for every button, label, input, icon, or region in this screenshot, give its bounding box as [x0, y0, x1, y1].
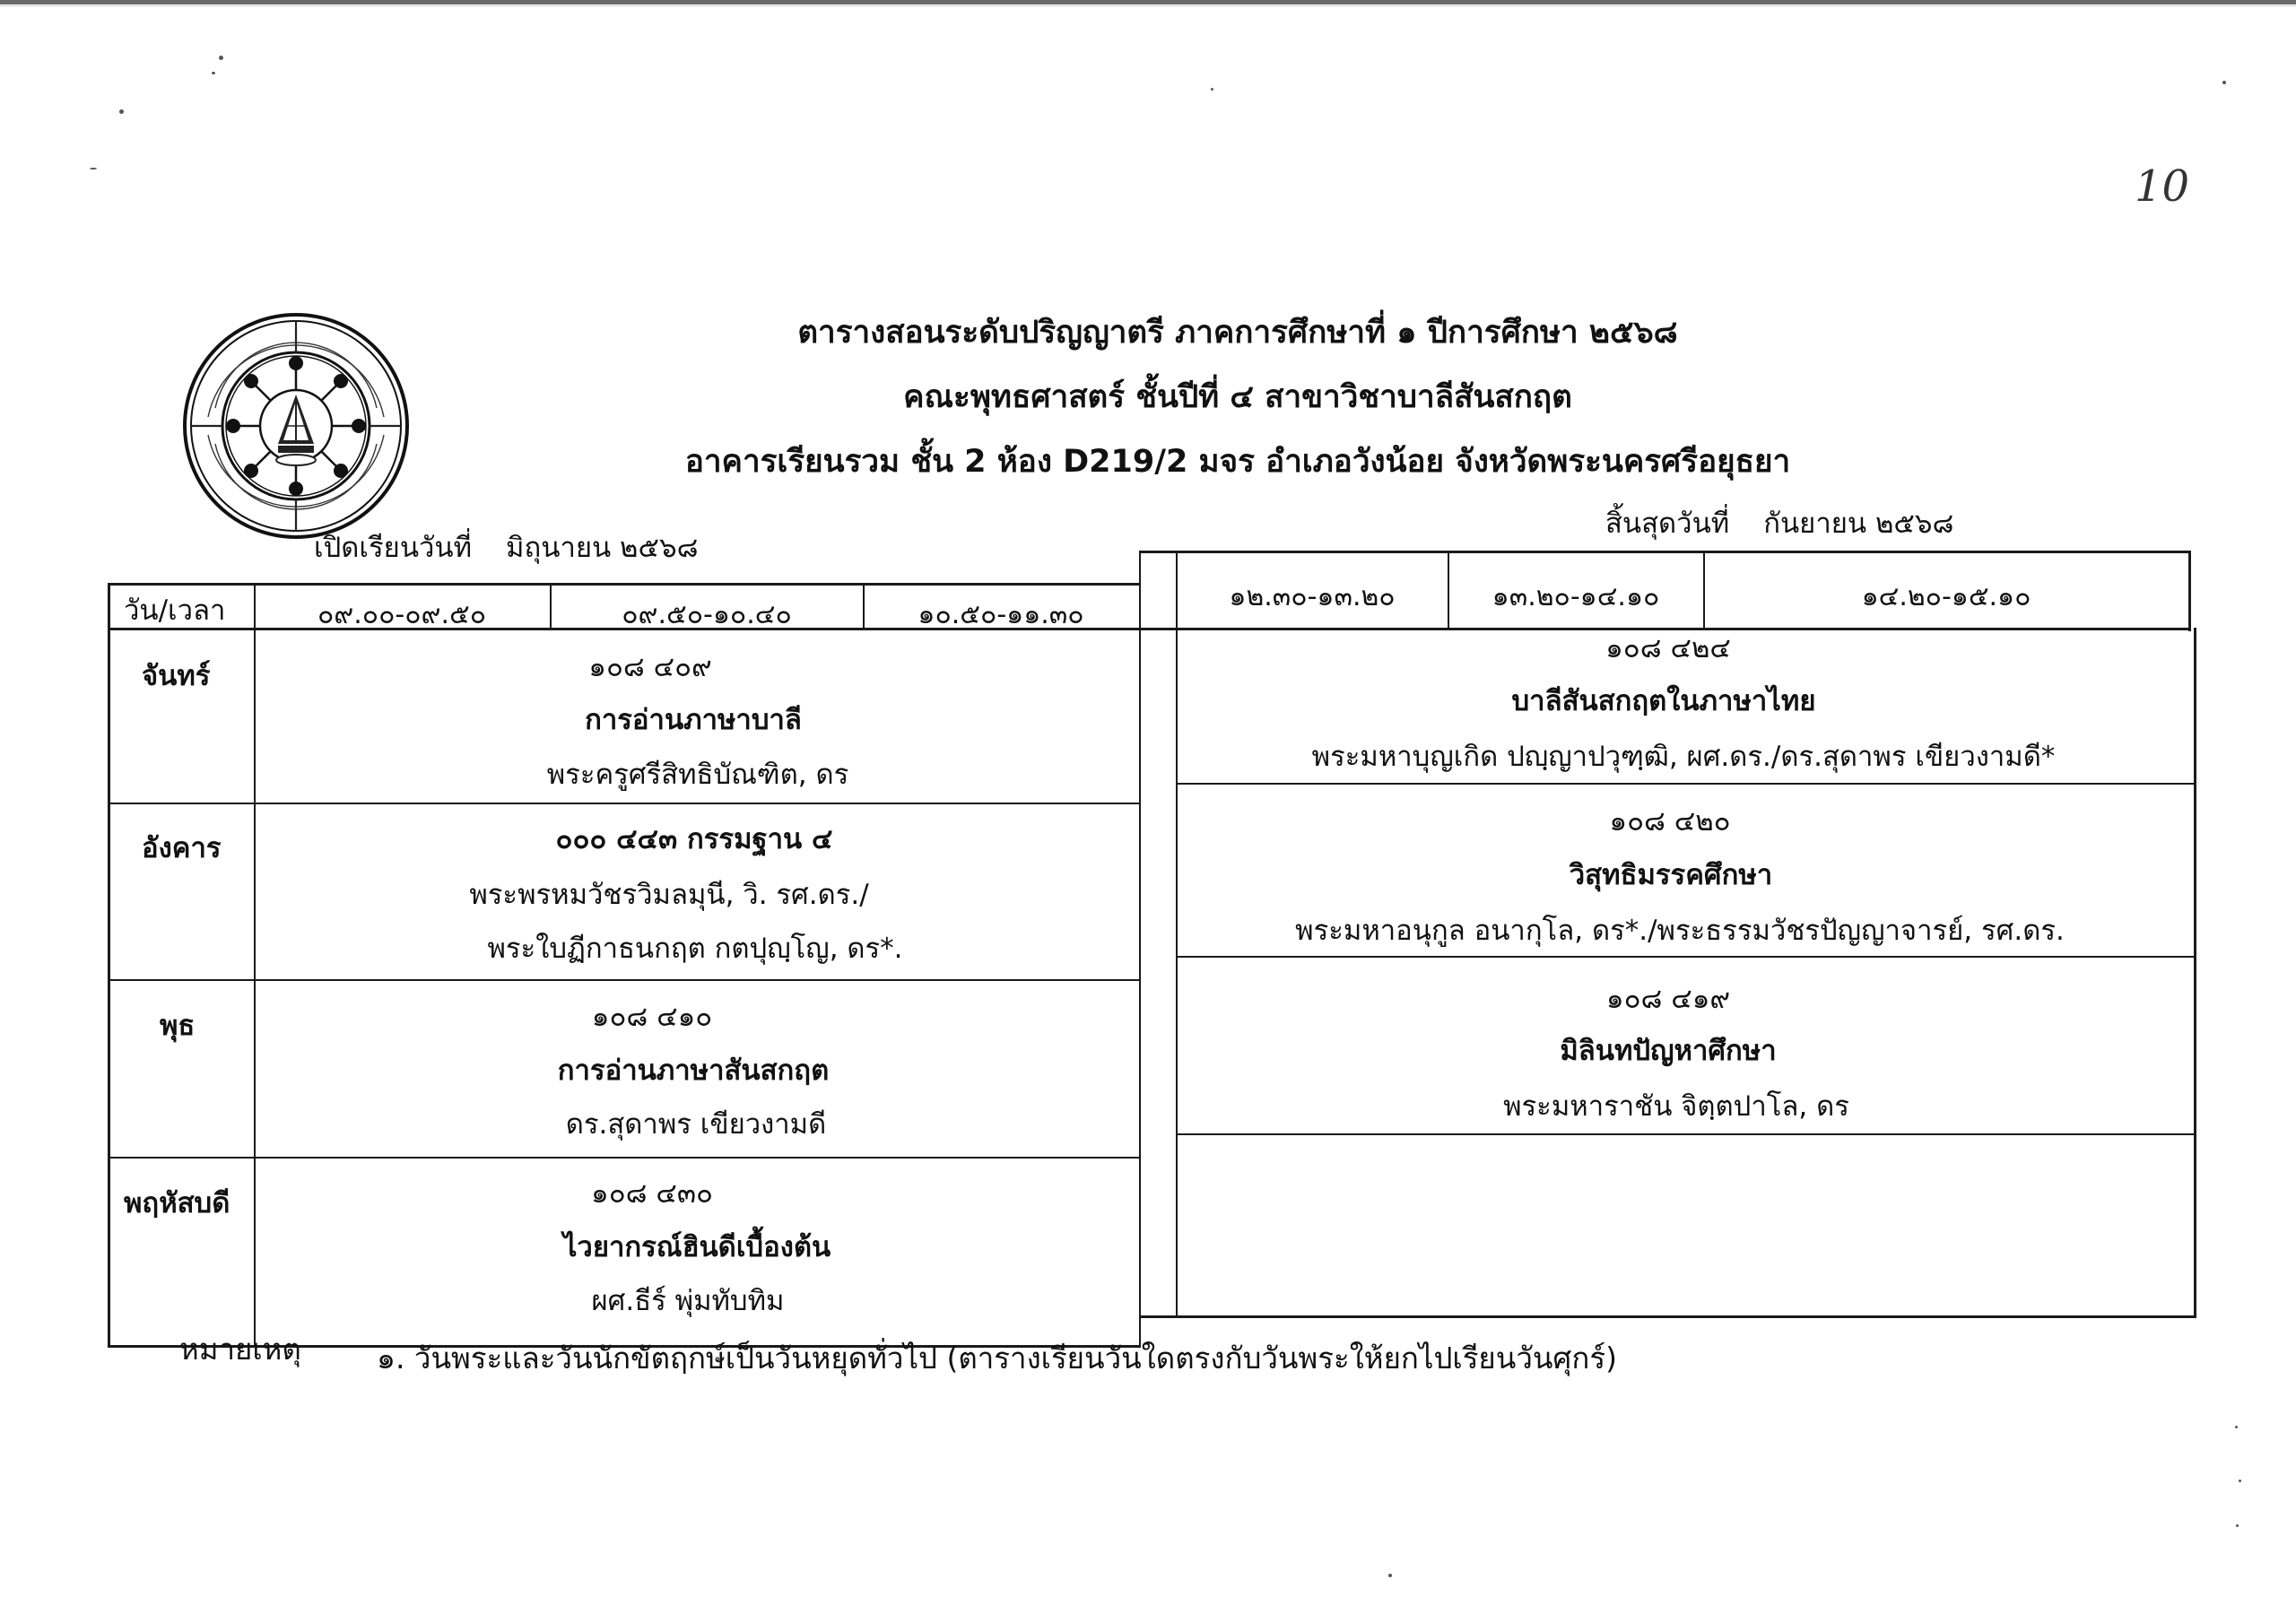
note-text: ๑. วันพระและวันนักขัตฤกษ์เป็นวันหยุดทั่วไป (ตารางเรียนวันใดตรงกับวันพระให้ยกไปเรียนวันศุกร์): [377, 1341, 1617, 1376]
course-teacher: ดร.สุดาพร เขียวงามดี: [565, 1108, 827, 1141]
end-date-label: สิ้นสุดวันที่: [1605, 508, 1730, 540]
course-code: ๑๐๘ ๔๒๐: [1609, 805, 1731, 838]
course-code: ๑๐๘ ๔๑๐: [591, 1001, 713, 1033]
course-title: การอ่านภาษาสันสกฤต: [557, 1055, 830, 1087]
day-column-rule: [254, 583, 256, 1348]
time-column-rule: [1448, 551, 1449, 629]
course-code: ๑๐๘ ๔๒๔: [1605, 632, 1731, 664]
table-border-top-right: [1141, 551, 2190, 553]
table-border-left: [108, 583, 110, 1348]
title-line-1: ตารางสอนระดับปริญญาตรี ภาคการศึกษาที่ ๑ ปีการศึกษา ๒๕๖๘: [797, 315, 1678, 351]
course-title: มิลินทปัญหาศึกษา: [1560, 1035, 1777, 1067]
time-slot-header: ๐๙.๐๐-๐๙.๕๐: [317, 599, 487, 630]
title-line-3: อาคารเรียนรวม ชั้น 2 ห้อง D219/2 มจร อำเภอวังน้อย จังหวัดพระนครศรีอยุธยา: [684, 444, 1791, 480]
table-row-rule: [108, 1157, 1141, 1159]
table-row-rule: [1178, 783, 2196, 785]
time-slot-header: ๑๐.๕๐-๑๑.๓๐: [918, 599, 1084, 630]
time-slot-header: ๑๒.๓๐-๑๓.๒๐: [1229, 581, 1396, 612]
open-date-label: เปิดเรียนวันที่: [314, 532, 473, 564]
course-title: บาลีสันสกฤตในภาษาไทย: [1511, 685, 1816, 717]
course-code: ๑๐๘ ๔๓๐: [591, 1177, 713, 1210]
course-title: ไวยากรณ์ฮินดีเบื้องต้น: [562, 1231, 831, 1263]
table-border-bottom-right: [1141, 1315, 2196, 1318]
table-row-rule: [108, 979, 1141, 981]
day-label-tuesday: อังคาร: [142, 832, 222, 864]
course-title: วิสุทธิมรรคศึกษา: [1569, 859, 1773, 891]
table-border-top-left: [108, 583, 1141, 586]
time-column-rule: [1703, 551, 1705, 629]
note-label: หมายเหตุ: [179, 1332, 301, 1367]
break-column-rule: [1139, 551, 1141, 1348]
break-column-rule: [1176, 551, 1178, 1318]
time-slot-header: ๑๓.๒๐-๑๔.๑๐: [1492, 581, 1660, 612]
time-column-rule: [863, 583, 865, 629]
title-line-2: คณะพุทธศาสตร์ ชั้นปีที่ ๔ สาขาวิชาบาลีสันสกฤต: [903, 379, 1572, 415]
course-code-title: ๐๐๐ ๔๔๓ กรรมฐาน ๔: [555, 823, 833, 855]
day-label-monday: จันทร์: [142, 660, 211, 692]
table-row-rule: [108, 803, 1141, 804]
time-slot-header: ๑๔.๒๐-๑๕.๑๐: [1861, 581, 2031, 612]
table-row-rule: [1178, 956, 2196, 958]
course-code: ๑๐๘ ๔๐๙: [588, 651, 712, 683]
end-date-value: กันยายน ๒๕๖๘: [1763, 508, 1954, 540]
course-title: การอ่านภาษาบาลี: [585, 704, 802, 736]
course-teacher: พระครูศรีสิทธิบัณฑิต, ดร: [546, 759, 849, 791]
day-label-wednesday: พุธ: [160, 1010, 196, 1042]
time-column-rule: [550, 583, 552, 629]
table-border-right: [2194, 628, 2196, 1318]
course-teacher: พระพรหมวัชรวิมลมุนี, วิ. รศ.ดร./: [469, 879, 869, 911]
handwritten-page-number: 10: [2135, 161, 2190, 212]
day-label-thursday: พฤหัสบดี: [124, 1187, 230, 1219]
open-date-value: มิถุนายน ๒๕๖๘: [506, 532, 699, 564]
corner-header: วัน/เวลา: [124, 595, 226, 627]
course-teacher: พระมหาบุญเกิด ปญฺญาปวุฑฺฒิ, ผศ.ดร./ดร.สุดาพร เขียวงามดี*: [1311, 741, 2056, 773]
course-code: ๑๐๘ ๔๑๙: [1605, 983, 1731, 1015]
course-teacher: ผศ.ธีร์ พุ่มทับทิม: [591, 1285, 785, 1317]
course-teacher: พระมหาอนุกูล อนากุโล, ดร*./พระธรรมวัชรปัญญาจารย์, รศ.ดร.: [1295, 915, 2065, 947]
course-teacher: พระมหาราชัน จิตฺตปาโล, ดร: [1503, 1090, 1849, 1123]
table-border-right: [2188, 551, 2191, 631]
table-row-rule: [1178, 1133, 2196, 1135]
course-teacher: พระใบฏีกาธนกฤต กตปุญฺโญ, ดร*.: [487, 933, 903, 965]
time-slot-header: ๐๙.๕๐-๑๐.๔๐: [622, 599, 792, 630]
